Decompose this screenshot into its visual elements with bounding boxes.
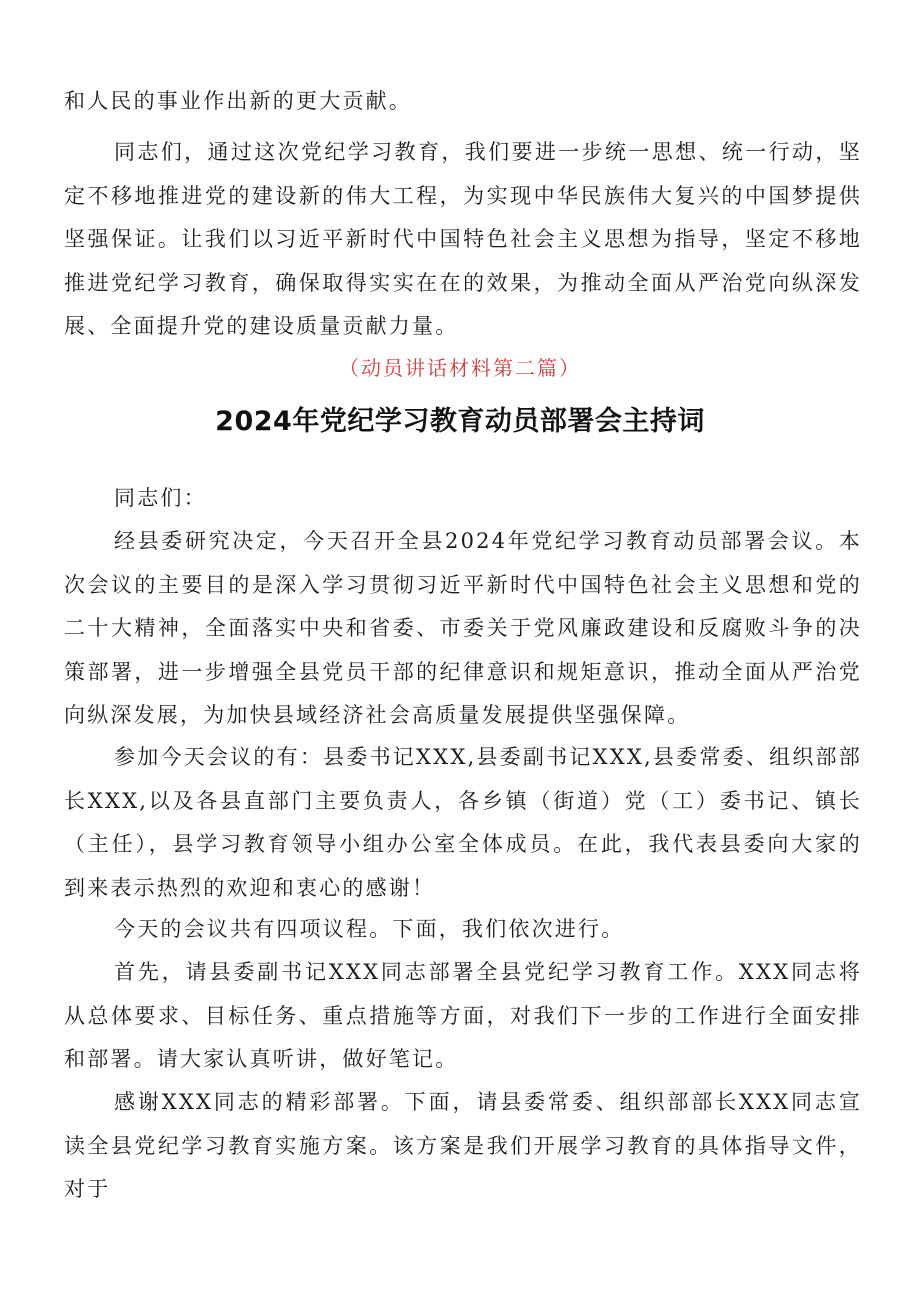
document-title: 2024年党纪学习教育动员部署会主持词 — [215, 406, 705, 437]
paragraph-second-item: 感谢XXX同志的精彩部署。下面，请县委常委、组织部部长XXX同志宣读全县党纪学习教育实施方案。该方案是我们开展学习教育的具体指导文件，对于 — [64, 1090, 862, 1201]
paragraph-closing-call: 同志们，通过这次党纪学习教育，我们要进一步统一思想、统一行动，坚定不移地推进党的建设新的伟大工程，为实现中华民族伟大复兴的中国梦提供坚强保证。让我们以习近平新时代中国特色社会主义思想为指导，坚定不移地推进党纪学习教育，确保取得实实在在的效果，为推动全面从严治党向纵深发展、全面提升党的建设质量贡献力量。 — [64, 140, 862, 338]
paragraph-attendees: 参加今天会议的有：县委书记XXX,县委副书记XXX,县委常委、组织部部长XXX,以及各县直部门主要负责人，各乡镇（街道）党（工）委书记、镇长（主任），县学习教育领导小组办公室全体成员。在此，我代表县委向大家的到来表示热烈的欢迎和衷心的感谢！ — [64, 745, 862, 900]
paragraph-agenda: 今天的会议共有四项议程。下面，我们依次进行。 — [114, 917, 625, 941]
paragraph-salutation: 同志们： — [114, 486, 207, 510]
paragraph-first-item: 首先，请县委副书记XXX同志部署全县党纪学习教育工作。XXX同志将从总体要求、目标任务、重点措施等方面，对我们下一步的工作进行全面安排和部署。请大家认真听讲，做好笔记。 — [64, 960, 862, 1071]
section-label: （动员讲话材料第二篇） — [339, 356, 581, 380]
paragraph-continuation: 和人民的事业作出新的更大贡献。 — [64, 89, 412, 113]
paragraph-meeting-purpose: 经县委研究决定，今天召开全县2024年党纪学习教育动员部署会议。本次会议的主要目的是深入学习贯彻习近平新时代中国特色社会主义思想和党的二十大精神，全面落实中央和省委、市委关于党风廉政建设和反腐败斗争的决策部署，进一步增强全县党员干部的纪律意识和规矩意识，推动全面从严治党向纵深发展，为加快县域经济社会高质量发展提供坚强保障。 — [64, 529, 862, 727]
